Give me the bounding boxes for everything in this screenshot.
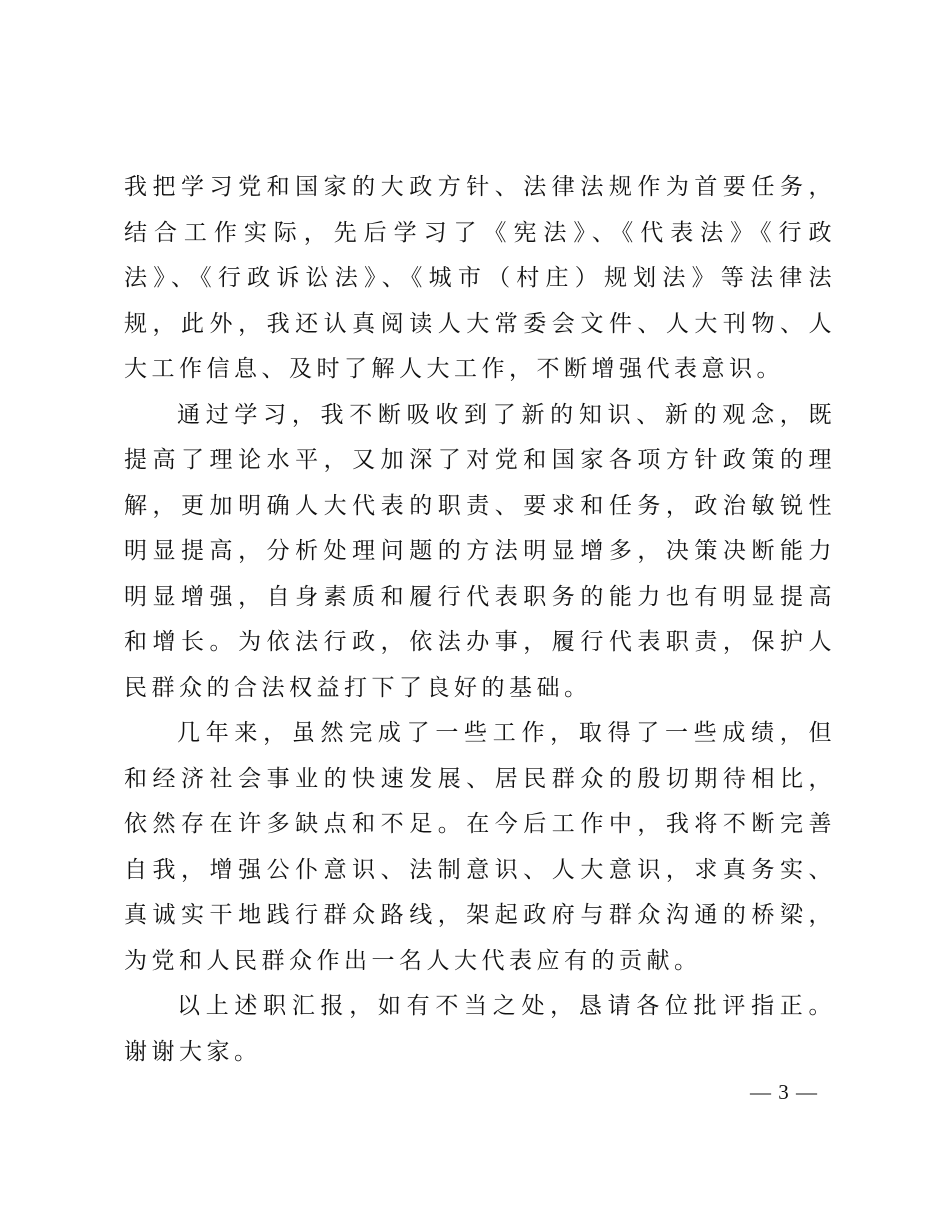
paragraph-study-laws: 我把学习党和国家的大政方针、法律法规作为首要任务，结合工作实际，先后学习了《宪法》、《代表法》《行政法》、《行政诉讼法》、《城市（村庄）规划法》等法律法规，此外，我还认真阅读人大常委会文件、人大刊物、人大工作信息、及时了解人大工作，不断增强代表意识。 <box>124 174 836 382</box>
paragraph-shortcomings: 几年来，虽然完成了一些工作，取得了一些成绩，但和经济社会事业的快速发展、居民群众的殷切期待相比，依然存在许多缺点和不足。在今后工作中，我将不断完善自我，增强公仆意识、法制意识、人大意识，求真务实、真诚实干地践行群众路线，架起政府与群众沟通的桥梁，为党和人民群众作出一名人大代表应有的贡献。 <box>124 720 836 974</box>
paragraph-closing: 以上述职汇报，如有不当之处，恳请各位批评指正。谢谢大家。 <box>124 993 836 1065</box>
page-number: — 3 — <box>750 1080 818 1104</box>
body-text <box>124 165 836 1075</box>
paragraph-learning-results: 通过学习，我不断吸收到了新的知识、新的观念，既提高了理论水平，又加深了对党和国家各项方针政策的理解，更加明确人大代表的职责、要求和任务，政治敏锐性明显提高，分析处理问题的方法明显增多，决策决断能力明显增强，自身素质和履行代表职务的能力也有明显提高和增长。为依法行政，依法办事，履行代表职责，保护人民群众的合法权益打下了良好的基础。 <box>124 401 836 701</box>
